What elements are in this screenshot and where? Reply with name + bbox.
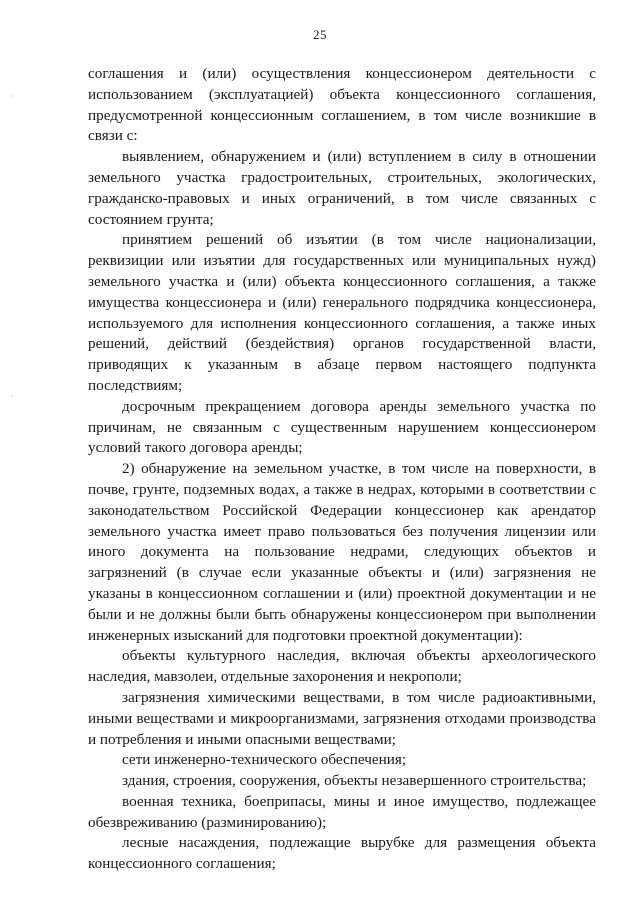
- paragraph: военная техника, боеприпасы, мины и иное имущество, подлежащее обезвреживанию (разминированию);: [88, 792, 596, 831]
- scan-margin-line: [12, 395, 13, 397]
- page-number: 25: [313, 27, 327, 42]
- paragraph: соглашения и (или) осуществления концессионером деятельности с использованием (эксплуатацией) объекта концессионного соглашения, предусмотренной концессионным соглашением, в том числе возникшие в связи с:: [88, 65, 596, 145]
- scan-margin-line: [12, 95, 13, 97]
- paragraph: принятием решений об изъятии (в том числе национализации, реквизиции или изъятии для государственных или муниципальных нужд) земельного участка и (или) объекта концессионного соглашения, а также имущества концессионера и (или) генерального подрядчика концессионера, используемого для исполнения концессионного соглашения, а также иных решений, действий (бездействия) органов государственной власти, приводящих к указанным в абзаце первом настоящего подпункта последствиям;: [88, 231, 596, 394]
- paragraph: выявлением, обнаружением и (или) вступлением в силу в отношении земельного участка градостроительных, строительных, экологических, гражданско-правовых и иных ограничений, в том числе связанных с состоянием грунта;: [88, 148, 596, 228]
- paragraph: сети инженерно-технического обеспечения;: [122, 751, 407, 769]
- paragraph: загрязнения химическими веществами, в том числе радиоактивными, иными веществами и микроорганизмами, загрязнения отходами производства и потребления и иными опасными веществами;: [88, 688, 596, 748]
- paragraph: досрочным прекращением договора аренды земельного участка по причинам, не связанным с существенным нарушением концессионером условий такого договора аренды;: [88, 397, 596, 457]
- document-body: [88, 64, 596, 875]
- paragraph: объекты культурного наследия, включая объекты археологического наследия, мавзолеи, отдельные захоронения и некрополи;: [88, 647, 596, 686]
- paragraph: 2) обнаружение на земельном участке, в том числе на поверхности, в почве, грунте, подземных водах, а также в недрах, которыми в соответствии с законодательством Российской Федерации концессионер как арендатор земельного участка имеет право пользоваться без получения лицензии или иного документа на пользование недрами, следующих объектов и загрязнений (в случае если указанные объекты и (или) загрязнения не указаны в концессионном соглашении и (или) проектной документации и не были и не должны были быть обнаружены концессионером при выполнении инженерных изысканий для подготовки проектной документации):: [88, 460, 596, 644]
- paragraph: здания, строения, сооружения, объекты незавершенного строительства;: [122, 772, 587, 790]
- paragraph: лесные насаждения, подлежащие вырубке для размещения объекта концессионного соглашения;: [88, 834, 596, 873]
